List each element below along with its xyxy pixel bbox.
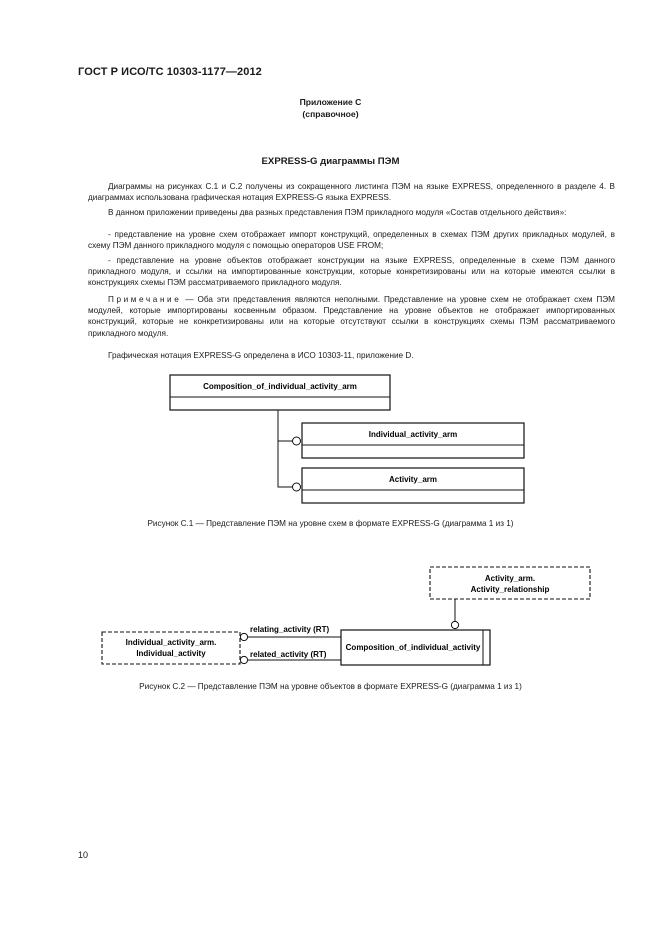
standard-number: ГОСТ Р ИСО/ТС 10303-1177—2012 — [78, 66, 262, 78]
schema-main-label: Composition_of_individual_activity_arm — [203, 382, 357, 391]
ref-left-line1: Individual_activity_arm. — [125, 638, 217, 647]
ref-activity-relationship-box — [430, 567, 590, 599]
entity-composition-label: Composition_of_individual_activity — [345, 643, 481, 652]
section-title: EXPRESS-G диаграммы ПЭМ — [261, 156, 400, 167]
annex-subtitle: (справочное) — [302, 109, 359, 119]
page-number: 10 — [78, 850, 89, 860]
schema-individual-activity-label: Individual_activity_arm — [368, 430, 458, 439]
attribute-relating-activity: relating_activity (RT) — [250, 625, 330, 634]
ref-top-line1: Activity_arm. — [484, 574, 536, 583]
figure-c1-caption: Рисунок С.1 — Представление ПЭМ на уровне схем в формате EXPRESS-G (диаграмма 1 из 1) — [147, 519, 514, 528]
ref-top-line2: Activity_relationship — [470, 585, 550, 594]
use-from-connectors — [278, 410, 301, 491]
schema-activity-label: Activity_arm — [388, 475, 438, 484]
entity-composition-box — [341, 630, 490, 665]
attribute-related-activity: related_activity (RT) — [250, 650, 327, 659]
ref-left-line2: Individual_activity — [136, 649, 206, 658]
schema-activity-box — [302, 468, 524, 503]
schema-individual-activity-box — [302, 423, 524, 458]
note-label: Примечание — [108, 295, 182, 304]
paragraph-intro-text: Диаграммы на рисунках С.1 и С.2 получены из сокращенного листинга ПЭМ на языке EXPRESS, определенного в разделе 4. В диаграммах использована графическая нотация EXPRESS-G языка EXPRESS. — [88, 182, 615, 203]
note-text: — Оба эти представления являются неполными. Представление на уровне схем не отображает схем ПЭМ модулей, которые импортированы косвенным образом. Представление на уровне объектов не отображает импортированных конструкций, которые не конкретизированы или на которые отсутствуют ссылки в конструкциях схемы ПЭМ рассматриваемого прикладного модуля. — [88, 295, 615, 338]
paragraph-representations-text: В данном приложении приведены два разных представления ПЭМ прикладного модуля «Состав отдельного действия»: — [108, 208, 567, 217]
paragraph-entity-level-text: - представление на уровне объектов отображает конструкции на языке EXPRESS, определенные в схеме ПЭМ данного прикладного модуля, и ссылки на импортированные конструкции, которые конкретизированы или на которые имеются ссылки в конструкциях схемы ПЭМ рассматриваемого прикладного модуля. — [88, 256, 615, 288]
paragraph-notation-text: Графическая нотация EXPRESS-G определена в ИСО 10303-11, приложение D. — [108, 351, 414, 360]
schema-main-box — [170, 375, 390, 410]
ref-individual-activity-box — [102, 632, 240, 664]
figure-c2-caption: Рисунок С.2 — Представление ПЭМ на уровне объектов в формате EXPRESS-G (диаграмма 1 из 1) — [139, 682, 522, 691]
annex-title: Приложение С — [299, 97, 362, 107]
paragraph-schema-level-text: - представление на уровне схем отображает импорт конструкций, определенных в схемах ПЭМ других прикладных модулей, в схему ПЭМ данного прикладного модуля с помощью операторов USE FROM; — [88, 230, 615, 251]
